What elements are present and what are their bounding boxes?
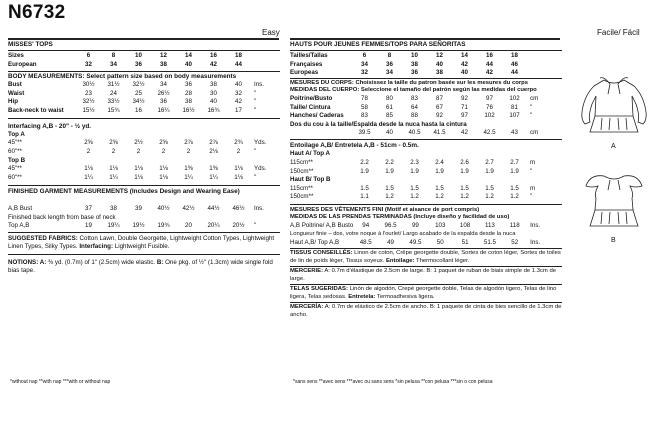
top-a-left-sleeve (582, 80, 604, 124)
mercerie: MERCERIE: A: 0.7m d'élastique de 2.5cm de large. B: 1 paquet de ruban de biais simple de 1.3cm de large. (290, 268, 557, 282)
body-measurements-table (8, 80, 280, 114)
sketch-a-label: A (611, 143, 616, 150)
interfacing-title: Interfacing A,B - 20" - ½ yd. (8, 122, 92, 130)
yardage-table-fr-es: Haut A/ Top A 115cm** 2.2 2.2 2.3 2.4 2.6 2.7 2.7 m 150cm** 1.9 1.9 1.9 1.9 1.9 1.9 1.9 " Haut B/ Top B 115cm** 1.5 1.5 1.5 1.5 1.5 1.5 1.5 m 150cm** 1.1 1.2 1.2 1.2 1.2 1.2 1.2 " (290, 150, 536, 201)
merceria: MERCERÍA: A: 0.7m de elástico de 2.5cm de ancho. B: 1 paquete de cinta de bies sencillo de 1.3cm de ancho. (290, 304, 562, 318)
level-es: Facile/ Fácil (597, 28, 640, 37)
right-column (290, 41, 562, 319)
top-b-body (595, 198, 633, 210)
header-rule-right (290, 38, 560, 40)
top-a-peplum (590, 116, 638, 132)
back-length-label: Finished back length from base of neck (8, 213, 116, 221)
top-ab-row: Top A,B 19 19¼ 19½ 19¾ 20 20¼ 20½ " (8, 222, 257, 230)
left-footnote: *without nap **with nap ***with or without nap (10, 379, 111, 385)
top-a-sketch (574, 72, 654, 142)
finished-title-es: MEDIDAS DE LAS PRENDAS TERMINADAS (Incluye diseño y facilidad de uso) (290, 214, 510, 221)
top-b-sketch (574, 168, 654, 234)
bust-row: Bust 30½ 31½ 32½ 34 36 38 40 Ins. (8, 80, 264, 88)
sketch-b-label: B (611, 237, 616, 244)
body-table-fr-es: Poitrine/Busto 78 80 83 87 92 97 102 cm Taille/ Cintura 58 61 64 67 71 76 81 " Hanches/ Caderas 83 85 88 92 97 102 107 " Dos du cou à la taille/Espalda desde la nuca hasta la cintura 39.5 40 40.5 41.5 42 42.5 43 cm (290, 94, 562, 137)
tissus-conseilles: TISSUS CONSEILLÉS: Linon de coton, Crêpe georgette double, Sortes de coton léger, Sortes de toiles de lin de poids léger, Tissus soyeux. Entoilage: Thermocollant léger. (290, 250, 561, 264)
top-b-peplum (590, 210, 638, 226)
hip-row: Hip 32½ 33½ 34½ 36 38 40 42 " (8, 98, 257, 106)
telas-sugeridas: TELAS SUGERIDAS: Linón de algodón, Crepé georgette doble, Telas de algodón ligero, Telas de lino ligera, Telas sedosas. Entretela: Termoadhesiva ligera. (290, 286, 557, 300)
finished-table (8, 204, 280, 230)
top-a-label: Top A (8, 130, 25, 138)
back-neck-row: Back-neck to waist 15½ 15¾ 16 16¼ 16½ 16¾ 17 " (8, 106, 257, 114)
finished-measurements-title: FINISHED GARMENT MEASUREMENTS (Includes Design and Wearing Ease) (8, 187, 240, 195)
finished-title-fr: MESURES DES VÊTEMENTS FINI (Motif et aisance de port compris) (290, 207, 480, 214)
body-title-es: MEDIDAS DEL CUERPO: Seleccione el tamaño del patrón según las medidas del cuerpo (290, 87, 537, 94)
section-title: MISSES' TOPS (8, 41, 53, 48)
body-title-fr: MESURES DU CORPS: Choisissez la taille du patron basée sur les mesures du corps (290, 80, 528, 87)
sizes-row: Sizes 6 8 10 12 14 16 18 (8, 52, 242, 60)
right-footnote: *sans sens **avec sens ***avec ou sans sens *sin pelusa **con pelusa ***sin o con pelusa (293, 379, 493, 385)
top-b-right-flutter (624, 176, 642, 198)
top-b-45-row: 45"** 1⅛ 1⅛ 1⅛ 1⅛ 1⅜ 1⅜ 1⅛ Yds. (8, 165, 267, 173)
waist-row: Waist 23 24 25 26½ 28 30 32 " (8, 89, 257, 97)
yardage-table (8, 130, 280, 182)
left-column (8, 41, 280, 275)
ab-bust-row: A,B Bust 37 38 39 40½ 42½ 44½ 46½ Ins. (8, 204, 264, 212)
top-b-left-flutter (586, 176, 604, 198)
header-rule-left (8, 38, 279, 40)
top-a-45-row: 45"** 2⅝ 2⅝ 2½ 2⅝ 2⅞ 2⅞ 2¾ Yds. (8, 139, 267, 147)
sizes-table (8, 52, 280, 69)
interfacing-title-fr-es: Entoilage A,B/ Entretela A,B - 51cm - 0.5m. (290, 142, 419, 150)
sizes-table-fr-es: Tailles/Tallas 6 8 10 12 14 16 18 Françaises 34 36 38 40 42 44 46 Europeas 32 34 36 38 40 42 44 (290, 52, 518, 77)
pattern-code: N6732 (8, 2, 66, 23)
notions: NOTIONS: A: ⅜ yd. (0.7m) of 1" (2.5cm) wide elastic. B: One pkg. of ½" (1.3cm) wide single fold bias tape. (8, 259, 273, 275)
top-a-body (595, 96, 633, 116)
top-a-right-sleeve (624, 80, 646, 124)
level-en: Easy (262, 28, 280, 37)
top-b-neckline (604, 176, 624, 179)
finished-table-fr-es: A,B Poitrine/ A,B Busto 94 96.5 99 103 108 113 118 Ins. Longueur finie – dos, votre noque à l'ourlet/ Largo acabado de la espalda desde la nuca Haut A,B/ Top A,B 48.5 49 49.5 50 51 51.5 52 Ins. (290, 221, 541, 247)
neck-label: Dos du cou à la taille/Espalda desde la nuca hasta la cintura (290, 120, 467, 128)
top-b-label: Top B (8, 156, 26, 164)
top-b-60-row: 60"** 1¼ 1¼ 1⅛ 1⅛ 1¼ 1¼ 1⅛ " (8, 173, 257, 181)
european-row: European 32 34 36 38 40 42 44 (8, 60, 242, 68)
body-measurements-title: BODY MEASUREMENTS: Select pattern size based on body measurements (8, 72, 237, 80)
section-title-fr-es: HAUTS POUR JEUNES FEMMES/TOPS PARA SEÑORITAS (290, 41, 466, 48)
suggested-fabrics: SUGGESTED FABRICS: Cotton Lawn, Double Georgette, Lightweight Cotton Types, Lightweight Linen Types, Silky Types. Interfacing: Lightweight Fusible. (8, 235, 275, 251)
top-a-60-row: 60"** 2 2 2 2 2 2⅛ 2 " (8, 148, 257, 156)
